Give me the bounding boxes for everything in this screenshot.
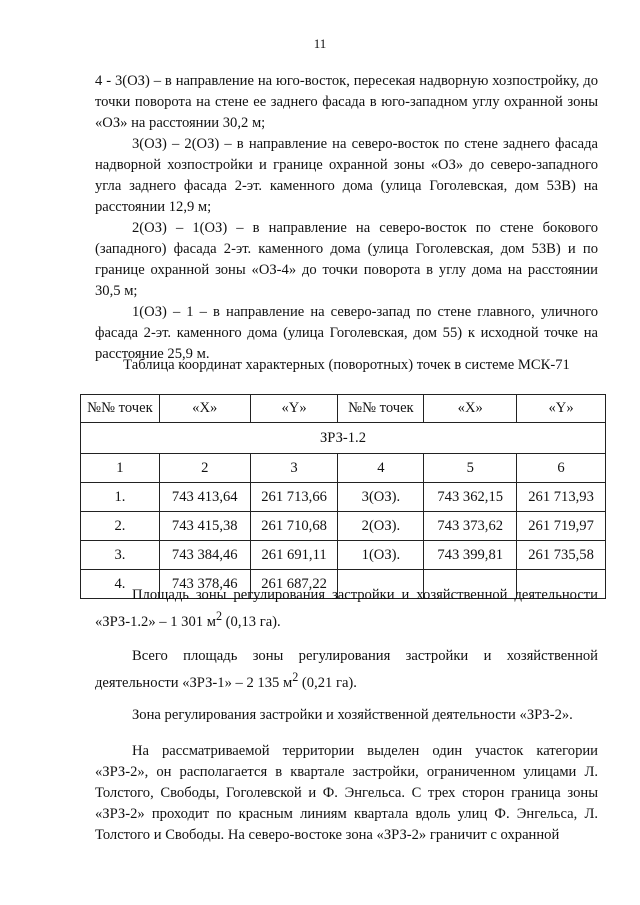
route-paragraph-3oz-2oz: 3(ОЗ) – 2(ОЗ) – в направление на северо-восток по стене заднего фасада надворной хозпостройки и границе охранной зоны «ОЗ» до северо-западного угла заднего фасада 2-эт. каменного дома (улица Гоголевская, дом 53В) на расстоянии 12,9 м; <box>95 136 598 215</box>
route-paragraph-2oz-1oz: 2(ОЗ) – 1(ОЗ) – в направление на северо-восток по стене бокового (западного) фасада 2-эт. каменного дома (улица Гоголевская, дом 53В) и по границе охранной зоны «ОЗ-4» до точки поворота в углу дома на расстоянии 30,5 м; <box>95 220 598 299</box>
table-cell: 743 413,64 <box>159 483 250 512</box>
column-number: 1 <box>81 454 160 483</box>
table-cell: 1. <box>81 483 160 512</box>
column-number-row <box>81 454 606 483</box>
area-zrz12-text: Площадь зоны регулирования застройки и хозяйственной деятельности «ЗРЗ-1.2» – 1 301 м <box>95 587 598 630</box>
table-row <box>81 483 606 512</box>
final-paragraph: На рассматриваемой территории выделен один участок категории «ЗРЗ-2», он располагается в квартале застройки, ограниченном улицами Л. Толстого, Свободы, Гоголевской и Ф. Энгельса. С трех сторон граница зоны «ЗРЗ-2» проходит по красным линиям квартала вдоль улиц Ф. Энгельса, Л. Толстого и Свободы. На северо-востоке зона «ЗРЗ-2» граничит с охранной <box>95 743 598 843</box>
area-zrz12-tail: (0,13 га). <box>222 613 281 630</box>
table-cell: 261 713,66 <box>250 483 338 512</box>
page-number: 11 <box>313 36 327 51</box>
table-cell: 2. <box>81 512 160 541</box>
area-total-paragraph <box>95 646 598 694</box>
table-row <box>81 512 606 541</box>
column-number: 6 <box>517 454 606 483</box>
header-cell-points: №№ точек <box>338 395 424 423</box>
header-cell-y: «Y» <box>517 395 606 423</box>
table-row <box>81 541 606 570</box>
table-caption: Таблица координат характерных (поворотных) точек в системе МСК-71 <box>123 357 570 373</box>
area-total-tail: (0,21 га). <box>298 674 357 691</box>
final-paragraph-block <box>95 741 598 846</box>
table-cell: 3. <box>81 541 160 570</box>
table-cell: 743 373,62 <box>424 512 517 541</box>
header-cell-y: «Y» <box>250 395 338 423</box>
table-cell: 261 691,11 <box>250 541 338 570</box>
header-cell-points: №№ точек <box>81 395 160 423</box>
coordinates-table <box>80 394 606 599</box>
area-total-unit-sup: 2 <box>292 670 299 684</box>
zone-heading-block <box>95 705 598 726</box>
table-cell: 743 362,15 <box>424 483 517 512</box>
table-header-row <box>81 395 606 423</box>
area-zrz12-unit-sup: 2 <box>215 609 223 623</box>
header-cell-x: «X» <box>159 395 250 423</box>
area-total-text: Всего площадь зоны регулирования застройки и хозяйственной деятельности «ЗРЗ-1» – 2 135 м <box>95 648 598 691</box>
table-cell: 3(ОЗ). <box>338 483 424 512</box>
route-paragraph-4-3oz: 4 - 3(ОЗ) – в направление на юго-восток, пересекая надворную хозпостройку, до точки поворота на стене ее заднего фасада в юго-западном углу охранной зоны «ОЗ» на расстоянии 30,2 м; <box>95 73 598 131</box>
area-zrz12-paragraph <box>95 585 598 633</box>
column-number: 5 <box>424 454 517 483</box>
column-number: 3 <box>250 454 338 483</box>
table-cell: 261 710,68 <box>250 512 338 541</box>
header-cell-x: «X» <box>424 395 517 423</box>
route-paragraph-1oz-1: 1(ОЗ) – 1 – в направление на северо-запад по стене главного, уличного фасада 2-эт. каменного дома (улица Гоголевская, дом 55) к исходной точке на расстояние 25,9 м. <box>95 304 598 362</box>
table-cell: 743 415,38 <box>159 512 250 541</box>
route-description <box>95 71 598 365</box>
zone-heading: Зона регулирования застройки и хозяйственной деятельности «ЗРЗ-2». <box>132 707 573 723</box>
table-cell: 743 378,46 <box>159 570 250 599</box>
table-cell: 2(ОЗ). <box>338 512 424 541</box>
table-cell: 261 713,93 <box>517 483 606 512</box>
table-cell: 261 735,58 <box>517 541 606 570</box>
column-number: 2 <box>159 454 250 483</box>
table-cell: 743 399,81 <box>424 541 517 570</box>
table-cell: 261 687,22 <box>250 570 338 599</box>
table-cell: 743 384,46 <box>159 541 250 570</box>
table-cell: 261 719,97 <box>517 512 606 541</box>
column-number: 4 <box>338 454 424 483</box>
zone-group-label: ЗРЗ-1.2 <box>81 423 606 454</box>
table-cell: 4. <box>81 570 160 599</box>
table-cell: 1(ОЗ). <box>338 541 424 570</box>
table-group-row <box>81 423 606 454</box>
